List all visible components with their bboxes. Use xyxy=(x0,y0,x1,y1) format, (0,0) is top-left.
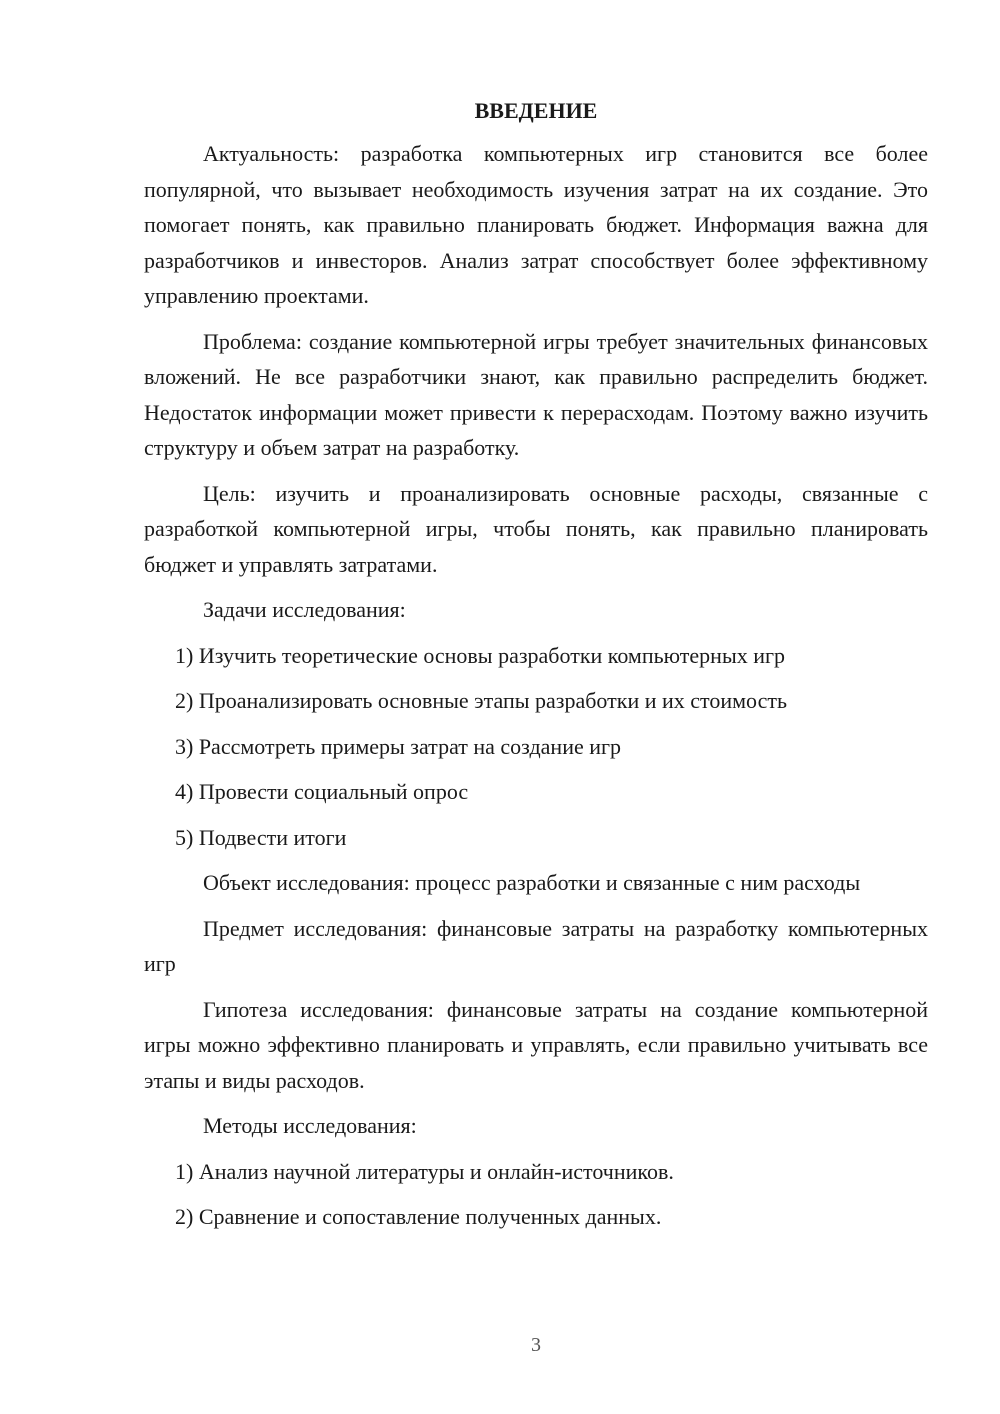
method-item: 1) Анализ научной литературы и онлайн-источников. xyxy=(175,1158,674,1184)
task-item: 4) Провести социальный опрос xyxy=(175,779,469,804)
section-heading: ВВЕДЕНИЕ xyxy=(474,98,598,123)
paragraph-object: Объект исследования: процесс разработки и связанные с ним расходы xyxy=(203,870,861,895)
method-item: 2) Сравнение и сопоставление полученных данных. xyxy=(175,1204,662,1229)
tasks-title: Задачи исследования: xyxy=(203,597,406,622)
paragraph-subject: Предмет исследования: финансовые затраты на разработку компьютерных игр xyxy=(144,915,928,976)
task-item: 2) Проанализировать основные этапы разработки и их стоимость xyxy=(175,688,788,713)
page-content xyxy=(144,96,928,1245)
methods-title: Методы исследования: xyxy=(203,1113,417,1138)
paragraph-goal: Цель: изучить и проанализировать основные расходы, связанные с разработкой компьютерной игры, чтобы понять, как правильно планировать бюджет и управлять затратами. xyxy=(144,480,928,577)
page-number: 3 xyxy=(531,1334,541,1356)
paragraph-problem: Проблема: создание компьютерной игры требует значительных финансовых вложений. Не все разработчики знают, как правильно распределить бюджет. Недостаток информации может привести к перерасходам. Поэтому важно изучить структуру и объем затрат на разработку. xyxy=(144,328,928,460)
task-item: 5) Подвести итоги xyxy=(175,824,347,850)
paragraph-relevance: Актуальность: разработка компьютерных игр становится все более популярной, что вызывает необходимость изучения затрат на их создание. Это помогает понять, как правильно планировать бюджет. Информация важна для разработчиков и инвесторов. Анализ затрат способствует более эффективному управлению проектами. xyxy=(144,141,928,308)
task-item: 3) Рассмотреть примеры затрат на создание игр xyxy=(175,733,622,759)
paragraph-hypothesis: Гипотеза исследования: финансовые затраты на создание компьютерной игры можно эффективно планировать и управлять, если правильно учитывать все этапы и виды расходов. xyxy=(144,996,928,1093)
task-item: 1) Изучить теоретические основы разработки компьютерных игр xyxy=(175,642,786,668)
